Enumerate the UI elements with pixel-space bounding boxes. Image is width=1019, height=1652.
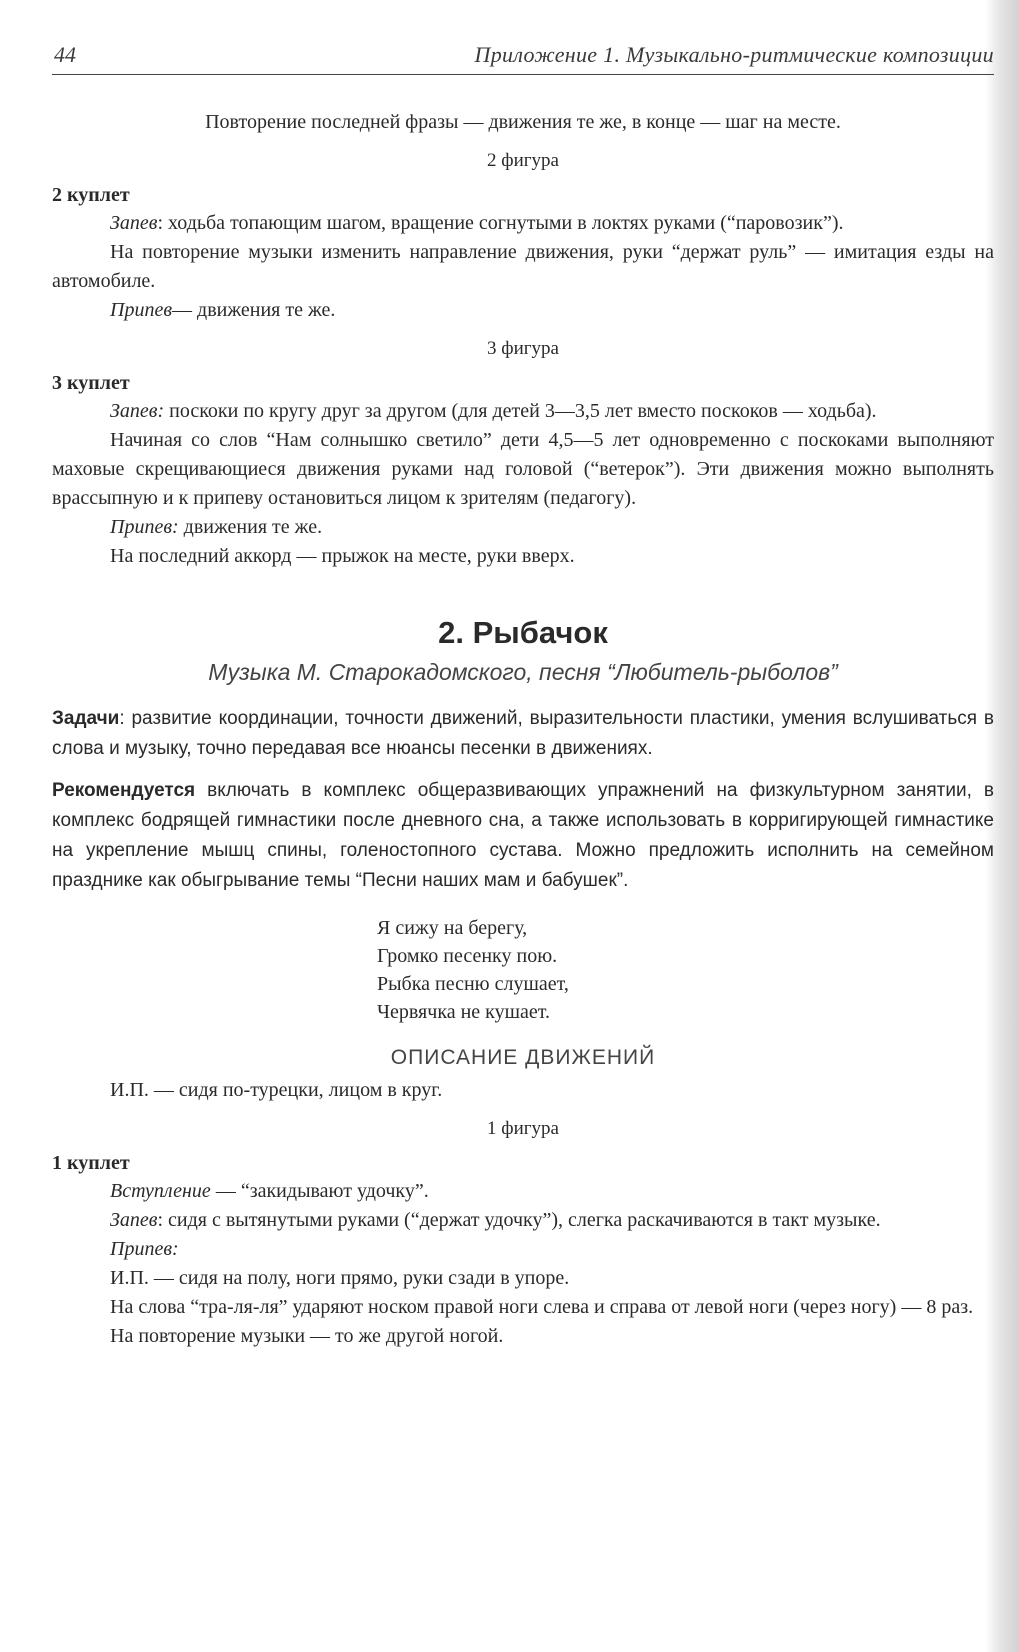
verse-line: Червячка не кушает.	[377, 1001, 551, 1023]
verse-2-zapev	[52, 209, 994, 238]
verse-3-heading: 3 куплет	[52, 372, 130, 394]
verse-1-heading: 1 куплет	[52, 1152, 130, 1174]
verse-line: Громко песенку пою.	[377, 945, 558, 967]
verse-1-intro	[52, 1177, 994, 1206]
figure-3-heading: 3 фигура	[487, 338, 559, 359]
figure-1-heading: 1 фигура	[487, 1118, 559, 1139]
recommendation-label: Рекомендуется	[52, 780, 196, 801]
pripev-label: Припев	[110, 299, 173, 321]
tasks-text: : развитие координации, точности движений, выразительности пластики, умения вслушиваться в слова и музыку, точно передавая все нюансы песенки в движениях.	[52, 708, 994, 759]
recommendation-text: включать в комплекс общеразвивающих упражнений на физкультурном занятии, в комплекс бодрящей гимнастики после дневного сна, а также использовать в корригирующей гимнастике на укрепление мышц спины, голеностопного сустава. Можно предложить исполнить на семейном празднике как обыгрывание темы “Песни наших мам и бабушек”.	[52, 780, 994, 891]
verse-line: Рыбка песню слушает,	[377, 973, 569, 995]
tasks-label: Задачи	[52, 708, 120, 729]
running-title: Приложение 1. Музыкально-ритмические композиции	[474, 42, 994, 67]
tasks-paragraph	[52, 704, 994, 764]
zapev-text: : ходьба топающим шагом, вращение согнутыми в локтях руками (“паровозик”).	[157, 212, 844, 234]
zapev-label: Запев	[110, 1209, 158, 1231]
verse-1-tra: На слова “тра-ля-ля” ударяют носком правой ноги слева и справа от левой ноги (через ногу) — 8 раз.	[110, 1296, 974, 1318]
zapev-label: Запев	[110, 212, 158, 234]
pripev-text: движения те же.	[178, 516, 323, 538]
page-content	[52, 108, 994, 1351]
page-number: 44	[54, 42, 76, 67]
pripev-label: Припев:	[110, 516, 179, 538]
initial-position: И.П. — сидя по-турецки, лицом в круг.	[110, 1079, 443, 1101]
verse-1-pripev	[52, 1235, 994, 1264]
movement-description-heading: ОПИСАНИЕ ДВИЖЕНИЙ	[390, 1046, 656, 1069]
zapev-text: : сидя с вытянутыми руками (“держат удочку”), слегка раскачиваются в такт музыке.	[157, 1209, 881, 1231]
pripev-text: — движения те же.	[172, 299, 336, 321]
verse-2-pripev	[52, 296, 994, 325]
zapev-text: поскоки по кругу друг за другом (для детей 3—3,5 лет вместо поскоков — ходьба).	[164, 400, 877, 422]
song-verse	[377, 914, 994, 1026]
intro-label: Вступление	[110, 1180, 211, 1202]
verse-3-pripev	[52, 513, 994, 542]
verse-line: Я сижу на берегу,	[377, 917, 528, 939]
intro-paragraph: Повторение последней фразы — движения те же, в конце — шаг на месте.	[205, 111, 841, 133]
intro-text: — “закидывают удочку”.	[210, 1180, 429, 1202]
section-title: 2. Рыбачок	[438, 615, 608, 650]
figure-2-heading: 2 фигура	[487, 150, 559, 171]
verse-1-zapev	[52, 1206, 994, 1235]
recommendation-paragraph	[52, 776, 994, 896]
zapev-label: Запев:	[110, 400, 165, 422]
section-subtitle: Музыка М. Старокадомского, песня “Любитель-рыболов”	[208, 659, 838, 685]
verse-3-zapev	[52, 397, 994, 426]
verse-3-last: На последний аккорд — прыжок на месте, руки вверх.	[110, 545, 575, 567]
verse-1-ip: И.П. — сидя на полу, ноги прямо, руки сзади в упоре.	[110, 1267, 570, 1289]
running-header	[52, 40, 994, 75]
verse-1-repeat: На повторение музыки — то же другой ногой.	[110, 1325, 504, 1347]
verse-3-start: Начиная со слов “Нам солнышко светило” дети 4,5—5 лет одновременно с поскоками выполняют маховые скрещивающиеся движения руками над головой (“ветерок”). Эти движения можно выполнять врассыпную и к припеву остановиться лицом к зрителям (педагогу).	[52, 429, 994, 509]
pripev-label: Припев:	[110, 1238, 179, 1260]
verse-2-repeat: На повторение музыки изменить направление движения, руки “держат руль” — имитация езды на автомобиле.	[52, 241, 994, 292]
verse-2-heading: 2 куплет	[52, 184, 130, 206]
